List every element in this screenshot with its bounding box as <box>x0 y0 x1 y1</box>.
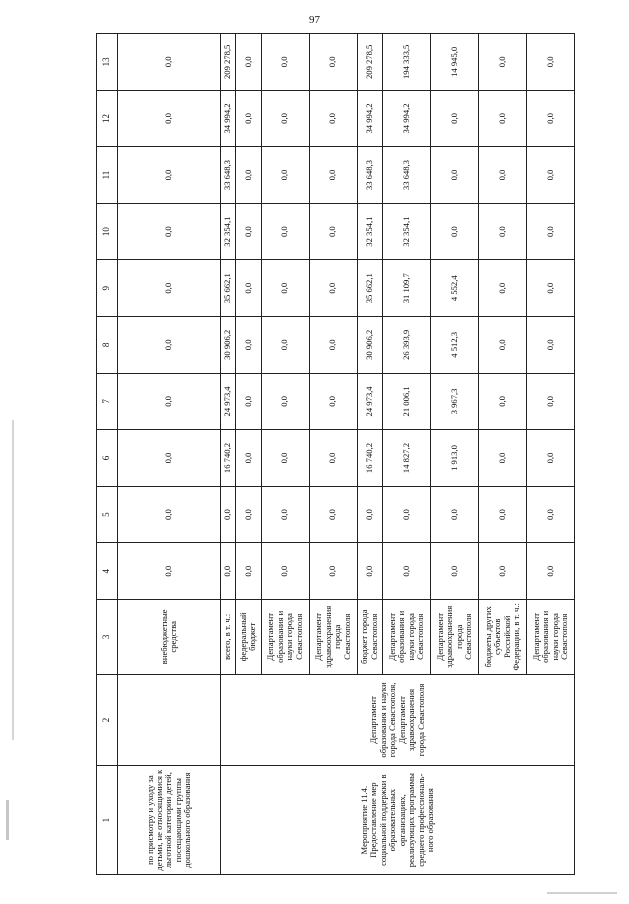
value-cell: 0,0 <box>235 203 261 260</box>
value-cell: 0,0 <box>357 486 383 543</box>
value-cell: 0,0 <box>261 203 309 260</box>
source-label-cell: внебюджетные средства <box>118 600 221 675</box>
value-cell: 24 973,4 <box>221 373 236 430</box>
value-cell: 0,0 <box>261 430 309 487</box>
value-cell: 0,0 <box>118 34 221 91</box>
header-cell: 13 <box>97 34 118 91</box>
value-cell: 0,0 <box>431 543 479 600</box>
value-cell: 30 906,2 <box>221 317 236 374</box>
value-cell: 0,0 <box>118 260 221 317</box>
value-cell: 0,0 <box>431 203 479 260</box>
value-cell: 26 393,9 <box>383 317 431 374</box>
value-cell: 0,0 <box>357 543 383 600</box>
value-cell: 34 994,2 <box>221 90 236 147</box>
value-cell: 194 333,5 <box>383 34 431 91</box>
value-cell: 0,0 <box>527 543 575 600</box>
value-cell: 209 278,5 <box>357 34 383 91</box>
value-cell: 0,0 <box>309 543 357 600</box>
source-label-cell: Департамент здравоохранения города Севастополя <box>431 600 479 675</box>
event-description-cell: по присмотру и уходу за детьми, не относящимися к льготной категории детей, посещающими группы дошкольного образования <box>118 766 221 875</box>
value-cell: 0,0 <box>118 147 221 204</box>
table-header-row <box>97 34 118 875</box>
value-cell: 0,0 <box>431 90 479 147</box>
header-cell: 8 <box>97 317 118 374</box>
value-cell: 34 994,2 <box>383 90 431 147</box>
value-cell: 0,0 <box>118 543 221 600</box>
value-cell: 0,0 <box>261 260 309 317</box>
budget-table <box>96 33 575 875</box>
value-cell: 0,0 <box>527 203 575 260</box>
value-cell: 0,0 <box>118 90 221 147</box>
value-cell: 32 354,1 <box>221 203 236 260</box>
value-cell: 0,0 <box>479 543 527 600</box>
executor-cell: Департамент образования и науки города Севастополя, Департамент здравоохранения города Севастополя <box>221 674 575 766</box>
value-cell: 30 906,2 <box>357 317 383 374</box>
header-cell: 10 <box>97 203 118 260</box>
value-cell: 0,0 <box>479 203 527 260</box>
value-cell: 1 913,0 <box>431 430 479 487</box>
value-cell: 0,0 <box>309 373 357 430</box>
value-cell: 35 662,1 <box>221 260 236 317</box>
scan-artifact <box>12 420 14 740</box>
header-cell: 4 <box>97 543 118 600</box>
value-cell: 209 278,5 <box>221 34 236 91</box>
event-description-cell: Мероприятие 11.4. Предоставление мер социальной поддержки в образовательных организациях, реализующих программы среднего профессиональ-ного образования <box>221 766 575 875</box>
source-label-cell: Департамент образования и науки города Севастополя <box>527 600 575 675</box>
table-row <box>221 34 236 875</box>
value-cell: 0,0 <box>118 430 221 487</box>
value-cell: 0,0 <box>309 486 357 543</box>
value-cell: 0,0 <box>527 90 575 147</box>
value-cell: 0,0 <box>479 430 527 487</box>
source-label-cell: всего, в т. ч.: <box>221 600 236 675</box>
value-cell: 35 662,1 <box>357 260 383 317</box>
value-cell: 0,0 <box>118 203 221 260</box>
value-cell: 0,0 <box>261 90 309 147</box>
value-cell: 33 648,3 <box>221 147 236 204</box>
value-cell: 0,0 <box>479 373 527 430</box>
value-cell: 0,0 <box>309 260 357 317</box>
value-cell: 0,0 <box>309 203 357 260</box>
value-cell: 0,0 <box>118 373 221 430</box>
value-cell: 0,0 <box>235 486 261 543</box>
value-cell: 16 740,2 <box>221 430 236 487</box>
value-cell: 0,0 <box>309 317 357 374</box>
source-label-cell: бюджет города Севастополя <box>357 600 383 675</box>
value-cell: 0,0 <box>235 147 261 204</box>
value-cell: 0,0 <box>479 90 527 147</box>
value-cell: 0,0 <box>479 486 527 543</box>
value-cell: 0,0 <box>527 486 575 543</box>
header-cell: 5 <box>97 486 118 543</box>
value-cell: 21 006,1 <box>383 373 431 430</box>
value-cell: 0,0 <box>431 486 479 543</box>
value-cell: 0,0 <box>383 486 431 543</box>
value-cell: 0,0 <box>118 486 221 543</box>
value-cell: 16 740,2 <box>357 430 383 487</box>
table-row <box>118 34 221 875</box>
value-cell: 4 552,4 <box>431 260 479 317</box>
value-cell: 0,0 <box>235 543 261 600</box>
header-cell: 12 <box>97 90 118 147</box>
value-cell: 0,0 <box>235 430 261 487</box>
scan-artifact <box>547 892 617 894</box>
executor-cell <box>118 674 221 766</box>
value-cell: 0,0 <box>527 317 575 374</box>
header-cell: 6 <box>97 430 118 487</box>
source-label-cell: Департамент образования и науки города Севастополя <box>383 600 431 675</box>
value-cell: 32 354,1 <box>357 203 383 260</box>
value-cell: 0,0 <box>527 373 575 430</box>
header-cell: 1 <box>97 766 118 875</box>
header-cell: 2 <box>97 674 118 766</box>
value-cell: 0,0 <box>261 34 309 91</box>
source-label-cell: Департамент здравоохранения города Севастополя <box>309 600 357 675</box>
header-cell: 3 <box>97 600 118 675</box>
source-label-cell: федеральный бюджет <box>235 600 261 675</box>
scan-artifact <box>6 800 9 840</box>
value-cell: 34 994,2 <box>357 90 383 147</box>
value-cell: 0,0 <box>118 317 221 374</box>
value-cell: 0,0 <box>527 260 575 317</box>
value-cell: 0,0 <box>479 34 527 91</box>
value-cell: 0,0 <box>221 543 236 600</box>
value-cell: 0,0 <box>309 34 357 91</box>
value-cell: 0,0 <box>527 147 575 204</box>
value-cell: 0,0 <box>221 486 236 543</box>
value-cell: 14 945,0 <box>431 34 479 91</box>
value-cell: 3 967,3 <box>431 373 479 430</box>
value-cell: 33 648,3 <box>357 147 383 204</box>
value-cell: 33 648,3 <box>383 147 431 204</box>
value-cell: 0,0 <box>235 90 261 147</box>
header-cell: 7 <box>97 373 118 430</box>
value-cell: 0,0 <box>309 430 357 487</box>
source-label-cell: бюджеты других субъектов Российской Федерации, в т. ч.: <box>479 600 527 675</box>
value-cell: 0,0 <box>527 34 575 91</box>
value-cell: 0,0 <box>261 373 309 430</box>
value-cell: 0,0 <box>261 486 309 543</box>
value-cell: 0,0 <box>309 90 357 147</box>
value-cell: 0,0 <box>309 147 357 204</box>
value-cell: 0,0 <box>235 260 261 317</box>
value-cell: 0,0 <box>235 373 261 430</box>
value-cell: 0,0 <box>431 147 479 204</box>
value-cell: 4 512,3 <box>431 317 479 374</box>
value-cell: 0,0 <box>261 317 309 374</box>
value-cell: 32 354,1 <box>383 203 431 260</box>
value-cell: 0,0 <box>261 147 309 204</box>
header-cell: 11 <box>97 147 118 204</box>
value-cell: 0,0 <box>235 317 261 374</box>
value-cell: 24 973,4 <box>357 373 383 430</box>
rotated-table-frame <box>96 33 575 875</box>
value-cell: 0,0 <box>479 260 527 317</box>
value-cell: 14 827,2 <box>383 430 431 487</box>
rotated-table-container <box>96 33 575 875</box>
value-cell: 0,0 <box>261 543 309 600</box>
value-cell: 0,0 <box>235 34 261 91</box>
value-cell: 31 109,7 <box>383 260 431 317</box>
value-cell: 0,0 <box>479 317 527 374</box>
page-number: 97 <box>309 14 320 26</box>
value-cell: 0,0 <box>383 543 431 600</box>
value-cell: 0,0 <box>479 147 527 204</box>
source-label-cell: Департамент образования и науки города Севастополя <box>261 600 309 675</box>
value-cell: 0,0 <box>527 430 575 487</box>
header-cell: 9 <box>97 260 118 317</box>
